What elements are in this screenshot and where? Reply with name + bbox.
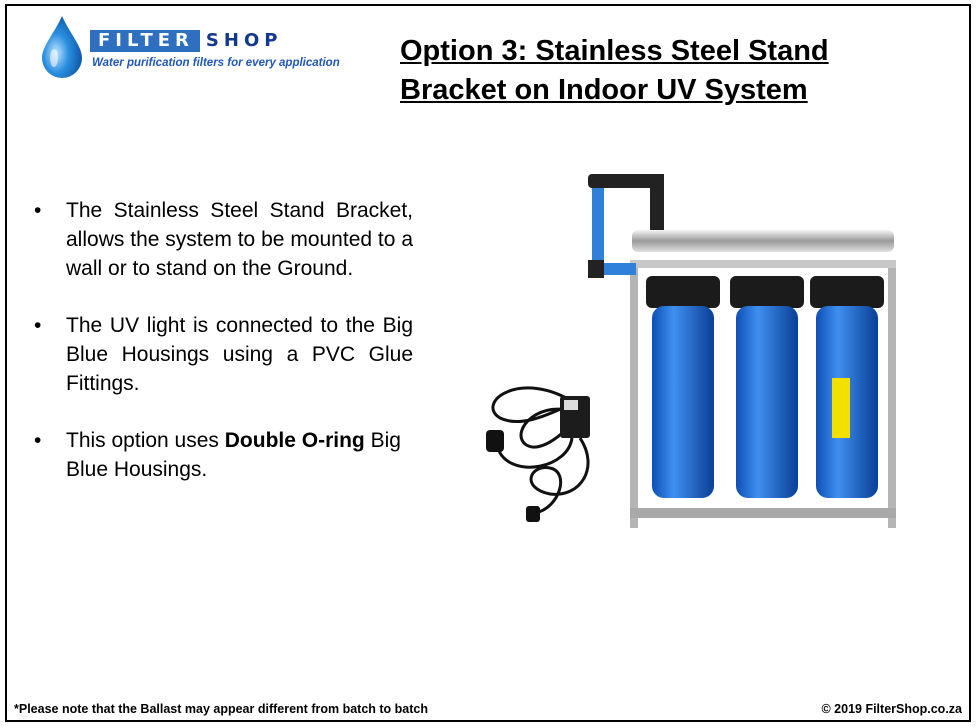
stand-frame-left [630,260,638,528]
housing-3 [810,276,884,498]
bullet-text-pre: This option uses [66,429,225,452]
bullet-item [32,311,413,398]
stand-frame-top [630,260,896,268]
brand-wordmark [90,30,282,52]
filtershop-logo[interactable] [40,14,380,84]
ballast-footnote: *Please note that the Ballast may appear different from batch to batch [14,702,428,716]
uv-system-image [480,168,900,538]
uv-lamp-tube [632,230,894,252]
title-line-2: Bracket on Indoor UV System [400,74,808,106]
stand-frame-bottom [630,508,896,518]
bullet-text: The Stainless Steel Stand Bracket, allows the system to be mounted to a wall or to stand on the Ground. [66,199,413,280]
bullet-item [32,426,413,484]
bullet-text-post: Big Blue Housings. [66,429,401,481]
bullet-dot: • [34,199,42,222]
housing-1 [646,276,720,498]
brand-tagline: Water purification filters for every application [92,57,340,69]
water-drop-icon [40,14,84,80]
brand-shop: SHOP [205,30,283,51]
brand-filter: FILTER [90,30,200,52]
title-line-1: Option 3: Stainless Steel Stand [400,35,829,67]
bullet-dot: • [34,429,42,452]
copyright: © 2019 FilterShop.co.za [821,702,962,716]
ballast-with-cord [486,388,590,522]
bullet-text-bold: Double O-ring [224,429,365,452]
stand-frame-right [888,260,896,528]
page-title [400,32,920,110]
bullet-text: The UV light is connected to the Big Blue Housings using a PVC Glue Fittings. [66,314,413,395]
bullet-list [32,196,413,512]
bullet-dot: • [34,314,42,337]
bullet-item [32,196,413,283]
housing-2 [730,276,804,498]
